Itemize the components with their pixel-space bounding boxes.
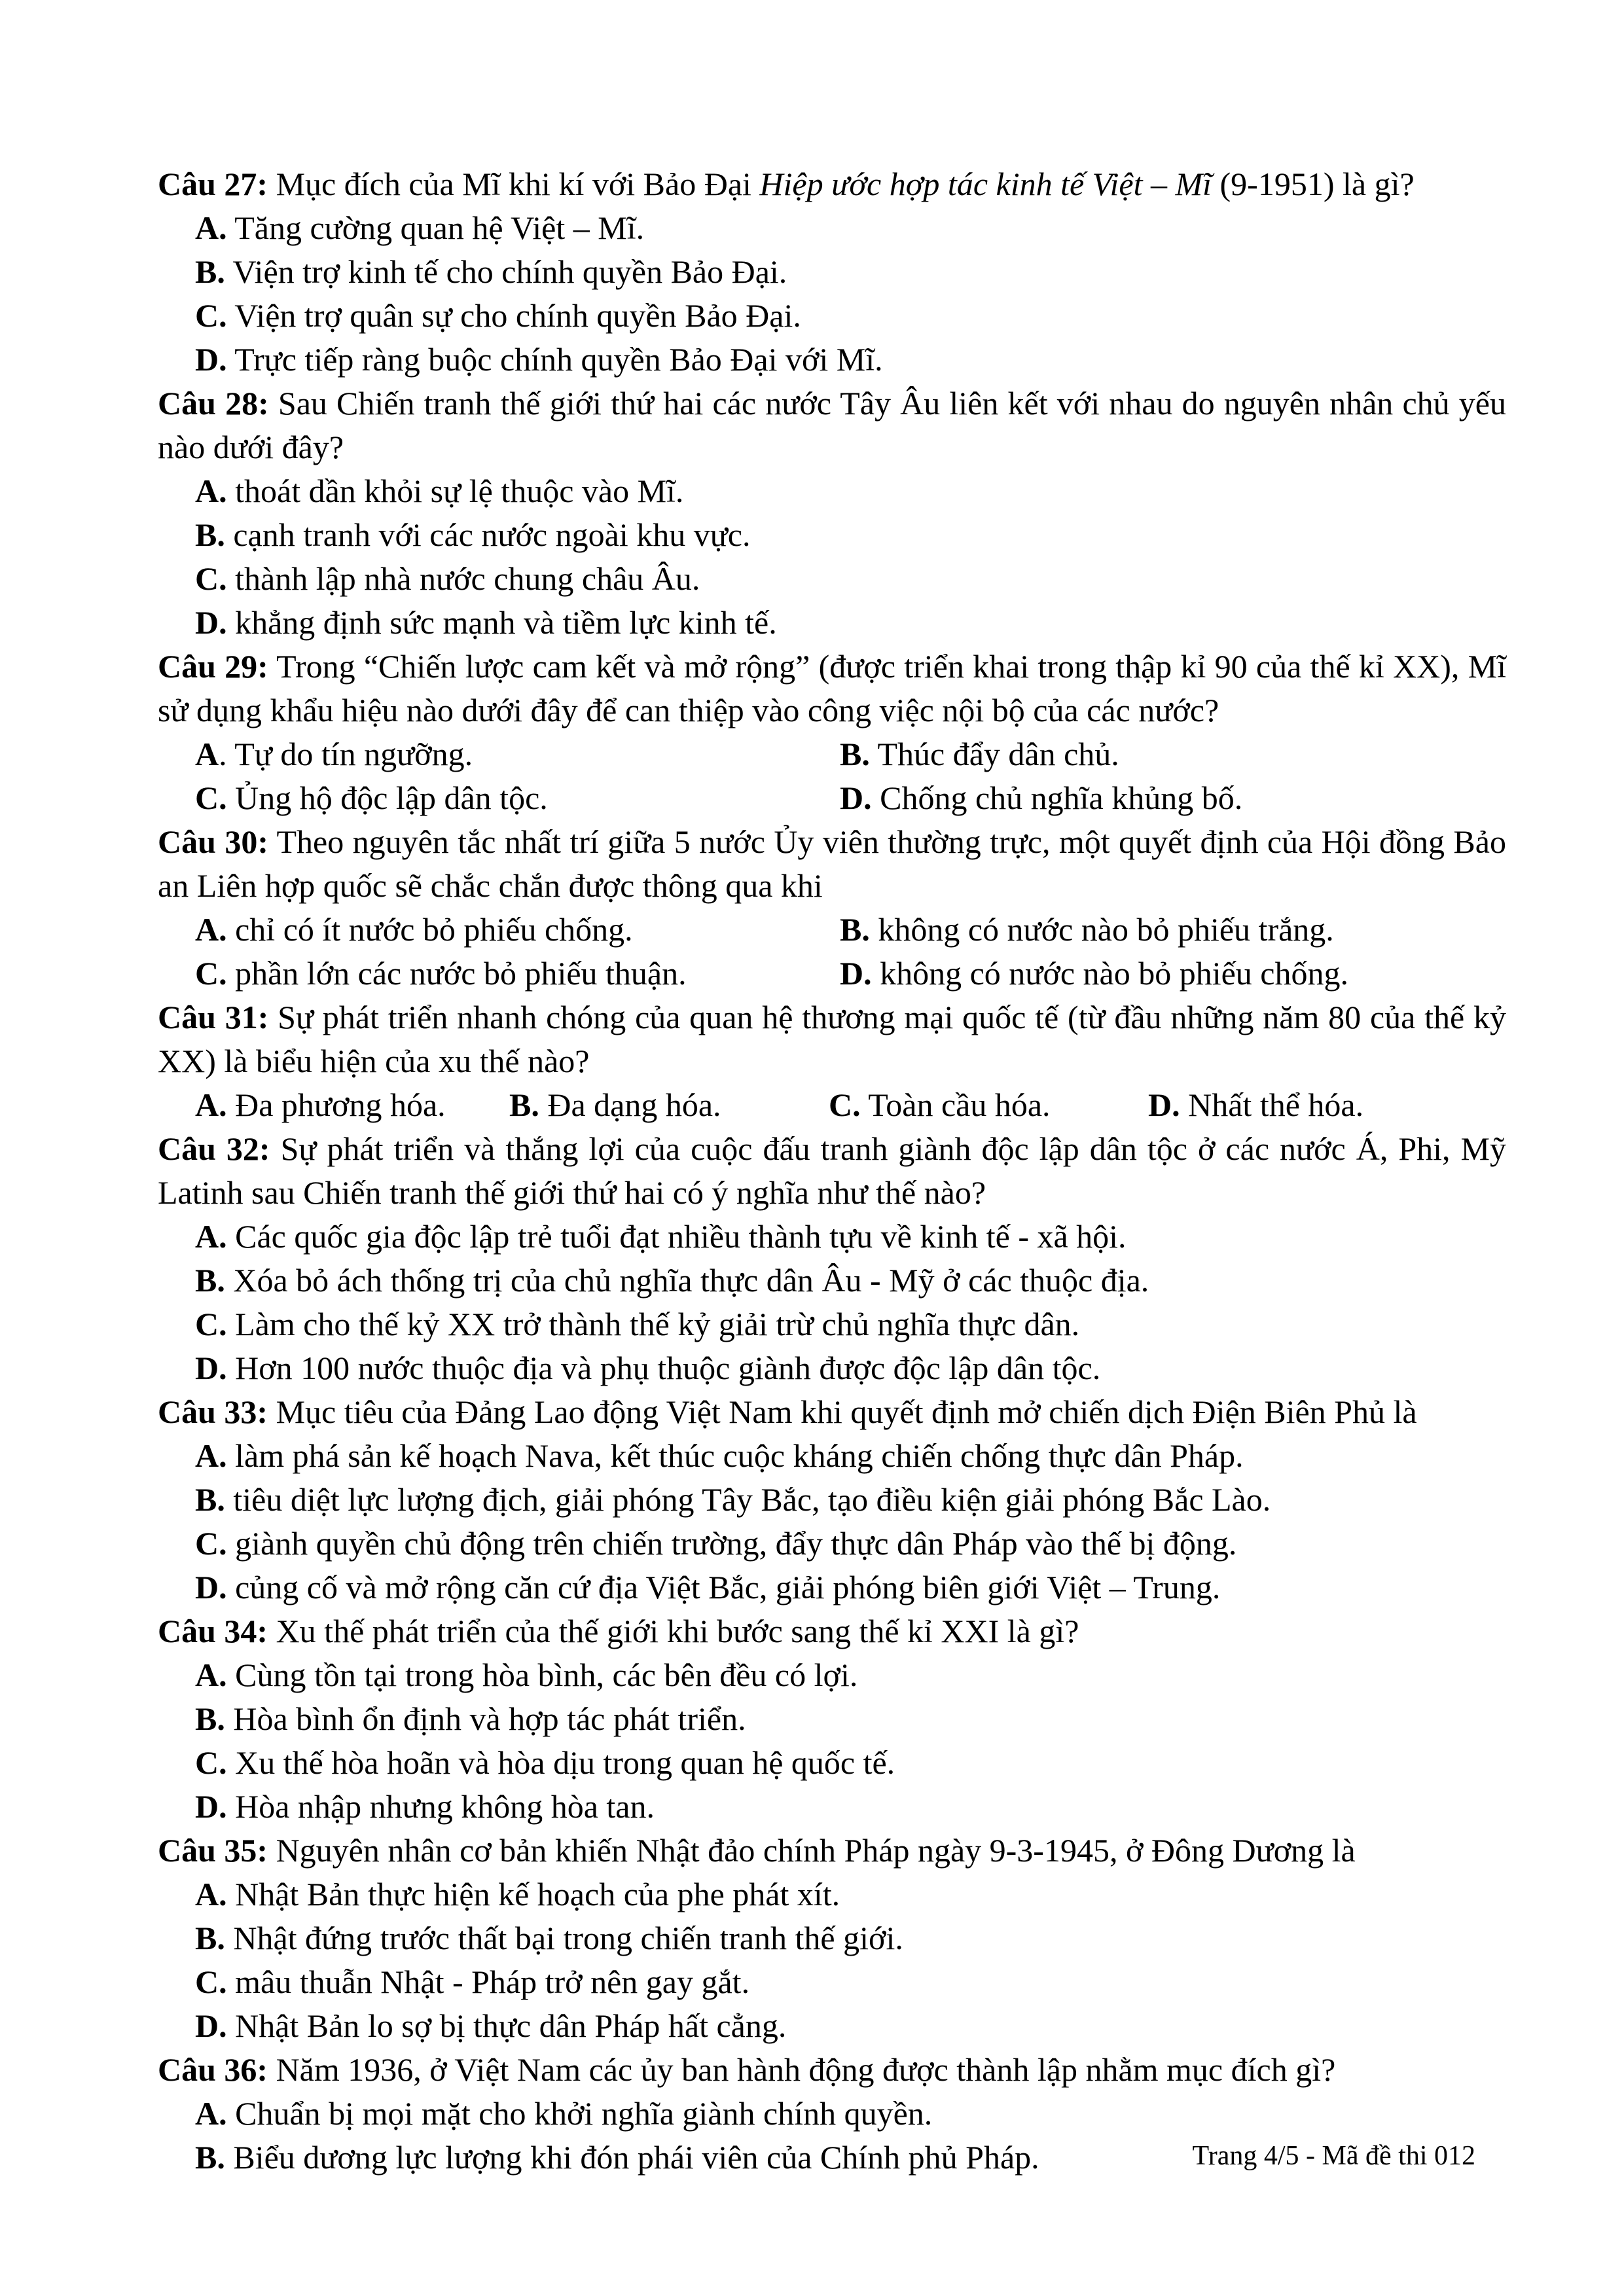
question-label: Câu 36: [158,2051,268,2088]
option-d: D. không có nước nào bỏ phiếu chống. [840,955,1349,992]
question-36: Câu 36: Năm 1936, ở Việt Nam các ủy ban hành động được thành lập nhằm mục đích gì? A. Chuẩn bị mọi mặt cho khởi nghĩa giành chính quyền. B. Biểu dương lực lượng khi đón phái viên của Chính phủ Pháp. [158,2048,1506,2179]
option-c: C. thành lập nhà nước chung châu Âu. [195,560,700,597]
option-b: B. Nhật đứng trước thất bại trong chiến tranh thế giới. [195,1920,903,1956]
option-d: D. Nhất thể hóa. [1148,1086,1364,1123]
option-a: A. Các quốc gia độc lập trẻ tuổi đạt nhiều thành tựu về kinh tế - xã hội. [195,1218,1127,1255]
option-b: B. cạnh tranh với các nước ngoài khu vực. [195,516,751,553]
question-29: Câu 29: Trong “Chiến lược cam kết và mở rộng” (được triển khai trong thập kỉ 90 của thế kỉ XX), Mĩ sử dụng khẩu hiệu nào dưới đây để can thiệp vào công việc nội bộ của các nước? A. Tự do tín ngưỡng. B. Thúc đẩy dân chủ. C. Ủng hộ độc lập dân tộc. D. Chống chủ nghĩa khủng bố. [158,645,1506,820]
question-label: Câu 32: [158,1130,270,1167]
option-a: A. Đa phương hóa. [195,1086,446,1123]
option-b: B. tiêu diệt lực lượng địch, giải phóng Tây Bắc, tạo điều kiện giải phóng Bắc Lào. [195,1481,1271,1518]
option-c: C. Toàn cầu hóa. [829,1086,1051,1123]
exam-code: Mã đề thi 012 [1322,2141,1475,2171]
option-b: B. không có nước nào bỏ phiếu trắng. [840,911,1334,948]
question-35: Câu 35: Nguyên nhân cơ bản khiến Nhật đảo chính Pháp ngày 9-3-1945, ở Đông Dương là A. Nhật Bản thực hiện kế hoạch của phe phát xít. B. Nhật đứng trước thất bại trong chiến tranh thế giới. C. mâu thuẫn Nhật - Pháp trở nên gay gắt. D. Nhật Bản lo sợ bị thực dân Pháp hất cẳng. [158,1829,1506,2048]
option-b: B. Thúc đẩy dân chủ. [840,736,1119,772]
option-a: A. chỉ có ít nước bỏ phiếu chống. [195,911,633,948]
option-a: A. làm phá sản kế hoạch Nava, kết thúc cuộc kháng chiến chống thực dân Pháp. [195,1437,1244,1474]
question-label: Câu 27: [158,166,268,202]
option-c: C. giành quyền chủ động trên chiến trường, đẩy thực dân Pháp vào thế bị động. [195,1525,1237,1562]
page-number: Trang 4/5 [1192,2141,1299,2171]
option-d: D. Nhật Bản lo sợ bị thực dân Pháp hất cẳng. [195,2007,787,2044]
question-label: Câu 33: [158,1393,268,1430]
option-c: C. Xu thế hòa hoãn và hòa dịu trong quan hệ quốc tế. [195,1744,895,1781]
question-34: Câu 34: Xu thế phát triển của thế giới khi bước sang thế kỉ XXI là gì? A. Cùng tồn tại trong hòa bình, các bên đều có lợi. B. Hòa bình ổn định và hợp tác phát triển. C. Xu thế hòa hoãn và hòa dịu trong quan hệ quốc tế. D. Hòa nhập nhưng không hòa tan. [158,1609,1506,1829]
question-label: Câu 31: [158,999,269,1035]
question-label: Câu 35: [158,1832,268,1869]
option-b: B. Hòa bình ổn định và hợp tác phát triển. [195,1700,746,1737]
option-d: D. củng cố và mở rộng căn cứ địa Việt Bắc, giải phóng biên giới Việt – Trung. [195,1569,1221,1605]
option-c: C. phần lớn các nước bỏ phiếu thuận. [195,955,687,992]
option-a: A. Cùng tồn tại trong hòa bình, các bên đều có lợi. [195,1657,858,1693]
option-b: B. Xóa bỏ ách thống trị của chủ nghĩa thực dân Âu - Mỹ ở các thuộc địa. [195,1262,1149,1299]
question-33: Câu 33: Mục tiêu của Đảng Lao động Việt Nam khi quyết định mở chiến dịch Điện Biên Phủ là A. làm phá sản kế hoạch Nava, kết thúc cuộc kháng chiến chống thực dân Pháp. B. tiêu diệt lực lượng địch, giải phóng Tây Bắc, tạo điều kiện giải phóng Bắc Lào. C. giành quyền chủ động trên chiến trường, đẩy thực dân Pháp vào thế bị động. D. củng cố và mở rộng căn cứ địa Việt Bắc, giải phóng biên giới Việt – Trung. [158,1390,1506,1609]
question-32: Câu 32: Sự phát triển và thắng lợi của cuộc đấu tranh giành độc lập dân tộc ở các nước Á, Phi, Mỹ Latinh sau Chiến tranh thế giới thứ hai có ý nghĩa như thế nào? A. Các quốc gia độc lập trẻ tuổi đạt nhiều thành tựu về kinh tế - xã hội. B. Xóa bỏ ách thống trị của chủ nghĩa thực dân Âu - Mỹ ở các thuộc địa. C. Làm cho thế kỷ XX trở thành thế kỷ giải trừ chủ nghĩa thực dân. D. Hơn 100 nước thuộc địa và phụ thuộc giành được độc lập dân tộc. [158,1127,1506,1390]
page-footer: Trang 4/5 - Mã đề thi 012 [1192,2141,1475,2171]
option-b: B. Viện trợ kinh tế cho chính quyền Bảo Đại. [195,253,787,290]
option-a: A. thoát dần khỏi sự lệ thuộc vào Mĩ. [195,473,684,509]
question-label: Câu 28: [158,385,269,422]
option-a: A. Nhật Bản thực hiện kế hoạch của phe phát xít. [195,1876,840,1912]
question-28: Câu 28: Sau Chiến tranh thế giới thứ hai các nước Tây Âu liên kết với nhau do nguyên nhân chủ yếu nào dưới đây? A. thoát dần khỏi sự lệ thuộc vào Mĩ. B. cạnh tranh với các nước ngoài khu vực. C. thành lập nhà nước chung châu Âu. D. khẳng định sức mạnh và tiềm lực kinh tế. [158,382,1506,645]
option-d: D. Trực tiếp ràng buộc chính quyền Bảo Đại với Mĩ. [195,341,883,378]
option-a: A. Tăng cường quan hệ Việt – Mĩ. [195,209,645,246]
option-c: C. mâu thuẫn Nhật - Pháp trở nên gay gắt. [195,1964,750,2000]
question-label: Câu 34: [158,1613,268,1649]
option-b: B. Biểu dương lực lượng khi đón phái viên của Chính phủ Pháp. [195,2139,1039,2176]
option-d: D. Hơn 100 nước thuộc địa và phụ thuộc giành được độc lập dân tộc. [195,1350,1101,1386]
exam-page-content [158,162,1506,2179]
question-31: Câu 31: Sự phát triển nhanh chóng của quan hệ thương mại quốc tế (từ đầu những năm 80 của thế kỷ XX) là biểu hiện của xu thế nào? A. Đa phương hóa. B. Đa dạng hóa. C. Toàn cầu hóa. D. Nhất thể hóa. [158,996,1506,1127]
option-a: A. Chuẩn bị mọi mặt cho khởi nghĩa giành chính quyền. [195,2095,933,2132]
option-d: D. Hòa nhập nhưng không hòa tan. [195,1788,655,1825]
question-30: Câu 30: Theo nguyên tắc nhất trí giữa 5 nước Ủy viên thường trực, một quyết định của Hội đồng Bảo an Liên hợp quốc sẽ chắc chắn được thông qua khi A. chỉ có ít nước bỏ phiếu chống. B. không có nước nào bỏ phiếu trắng. C. phần lớn các nước bỏ phiếu thuận. D. không có nước nào bỏ phiếu chống. [158,820,1506,996]
option-c: C. Làm cho thế kỷ XX trở thành thế kỷ giải trừ chủ nghĩa thực dân. [195,1306,1080,1342]
option-d: D. Chống chủ nghĩa khủng bố. [840,780,1243,816]
question-27: Câu 27: Mục đích của Mĩ khi kí với Bảo Đại Hiệp ước hợp tác kinh tế Việt – Mĩ (9-1951) là gì? A. Tăng cường quan hệ Việt – Mĩ. B. Viện trợ kinh tế cho chính quyền Bảo Đại. C. Viện trợ quân sự cho chính quyền Bảo Đại. D. Trực tiếp ràng buộc chính quyền Bảo Đại với Mĩ. [158,162,1506,382]
option-d: D. khẳng định sức mạnh và tiềm lực kinh tế. [195,604,777,641]
option-c: C. Viện trợ quân sự cho chính quyền Bảo Đại. [195,297,801,334]
option-b: B. Đa dạng hóa. [509,1086,721,1123]
question-label: Câu 30: [158,823,268,860]
option-a: A. Tự do tín ngưỡng. [195,736,473,772]
option-c: C. Ủng hộ độc lập dân tộc. [195,780,548,816]
question-label: Câu 29: [158,648,268,685]
